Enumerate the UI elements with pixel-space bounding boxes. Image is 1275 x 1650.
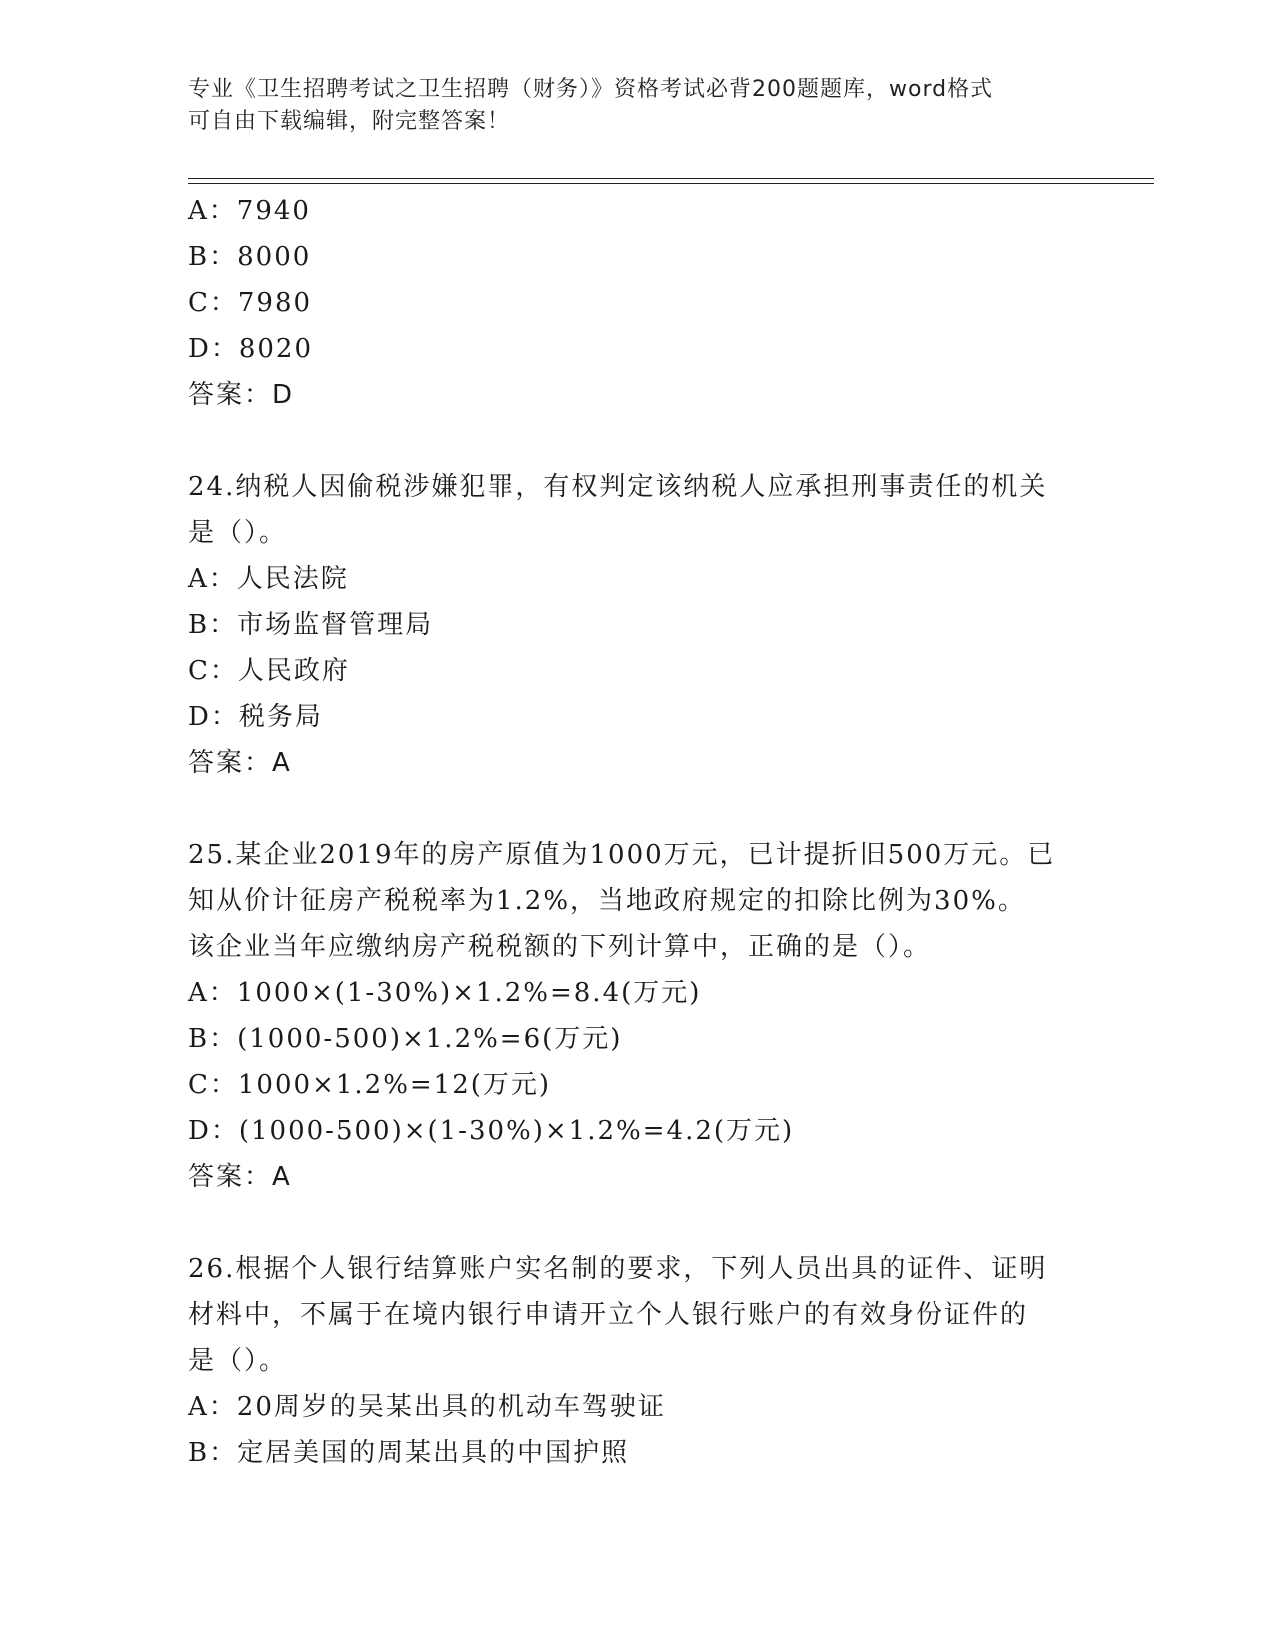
- q26-option-a: A：20周岁的吴某出具的机动车驾驶证: [188, 1392, 666, 1422]
- spacer: [188, 1200, 1088, 1246]
- q25-stem-line-1: 25.某企业2019年的房产原值为1000万元，已计提折旧500万元。已: [188, 840, 1056, 870]
- q25-stem-line-2: 知从价计征房产税税率为1.2%，当地政府规定的扣除比例为30%。: [188, 886, 1026, 916]
- question-23: [188, 188, 1088, 418]
- header-line-2: 可自由下载编辑，附完整答案！: [188, 109, 511, 134]
- question-25: [188, 832, 1088, 1200]
- q26-option-b: B：定居美国的周某出具的中国护照: [188, 1438, 630, 1468]
- q24-stem-line-1: 24.纳税人因偷税涉嫌犯罪，有权判定该纳税人应承担刑事责任的机关: [188, 472, 1048, 502]
- q24-stem-line-2: 是（）。: [188, 518, 288, 548]
- q24-option-c: C：人民政府: [188, 656, 350, 686]
- header-line-1: 专业《卫生招聘考试之卫生招聘（财务）》资格考试必背200题题库，word格式: [188, 77, 994, 102]
- q25-option-a: A：1000×(1-30%)×1.2%=8.4(万元): [188, 978, 702, 1008]
- spacer: [188, 418, 1088, 464]
- q23-option-b: B：8000: [188, 242, 312, 272]
- q25-option-c: C：1000×1.2%=12(万元): [188, 1070, 552, 1100]
- q25-stem-line-3: 该企业当年应缴纳房产税税额的下列计算中，正确的是（）。: [188, 932, 932, 962]
- q24-answer: 答案：A: [188, 748, 292, 778]
- question-26: [188, 1246, 1088, 1476]
- header-divider-bottom: [188, 183, 1154, 184]
- q26-stem-line-1: 26.根据个人银行结算账户实名制的要求，下列人员出具的证件、证明: [188, 1254, 1048, 1284]
- q24-option-a: A：人民法院: [188, 564, 349, 594]
- q25-option-b: B：(1000-500)×1.2%=6(万元): [188, 1024, 623, 1054]
- document-header: [188, 74, 1088, 138]
- q24-option-b: B：市场监督管理局: [188, 610, 434, 640]
- q26-stem-line-2: 材料中，不属于在境内银行申请开立个人银行账户的有效身份证件的: [188, 1300, 1029, 1330]
- q25-answer: 答案：A: [188, 1162, 292, 1192]
- q24-option-d: D：税务局: [188, 702, 323, 732]
- question-24: [188, 464, 1088, 786]
- q26-stem-line-3: 是（）。: [188, 1346, 288, 1376]
- question-content: [188, 188, 1088, 1476]
- q25-option-d: D：(1000-500)×(1-30%)×1.2%=4.2(万元): [188, 1116, 795, 1146]
- spacer: [188, 786, 1088, 832]
- q23-option-c: C：7980: [188, 288, 313, 318]
- header-divider-top: [188, 178, 1154, 179]
- q23-option-d: D：8020: [188, 334, 314, 364]
- q23-answer: 答案：D: [188, 380, 295, 410]
- q23-option-a: A：7940: [188, 196, 311, 226]
